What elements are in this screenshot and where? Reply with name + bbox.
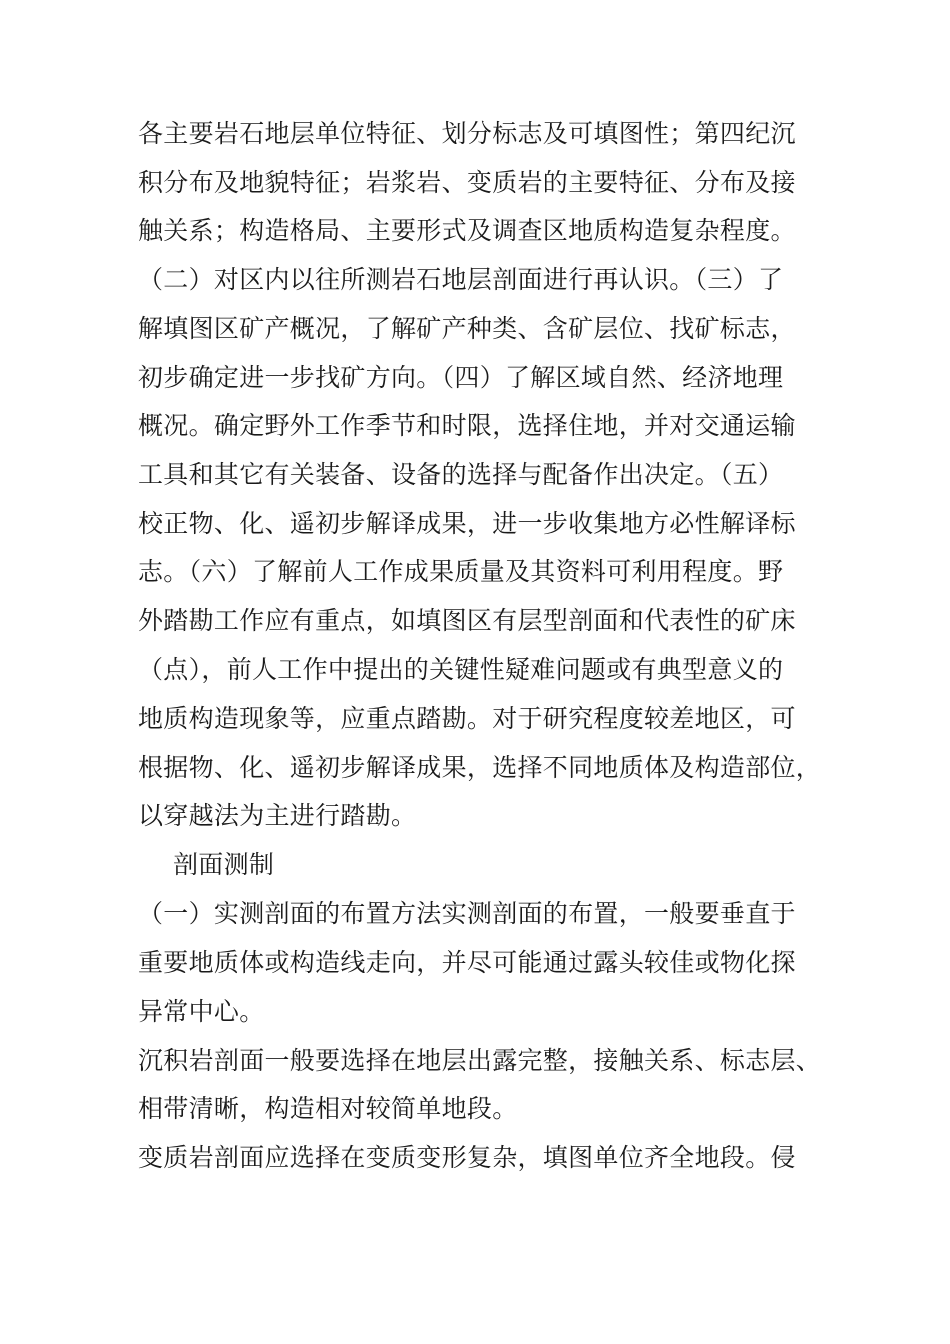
text-line: 重要地质体或构造线走向，并尽可能通过露头较佳或物化探	[138, 948, 796, 977]
text-line: 解填图区矿产概况，了解矿产种类、含矿层位、找矿标志，	[138, 314, 796, 343]
text-line: 以穿越法为主进行踏勘。	[138, 801, 417, 830]
text-line: 积分布及地貌特征；岩浆岩、变质岩的主要特征、分布及接	[138, 168, 796, 197]
text-line: 变质岩剖面应选择在变质变形复杂，填图单位齐全地段。侵	[138, 1143, 796, 1172]
text-line: （点），前人工作中提出的关键性疑难问题或有典型意义的	[138, 655, 784, 684]
text-line: 工具和其它有关装备、设备的选择与配备作出决定。（五）	[138, 460, 784, 489]
text-line: （一）实测剖面的布置方法实测剖面的布置，一般要垂直于	[138, 899, 796, 928]
section-heading: 剖面测制	[173, 850, 275, 879]
text-line: 异常中心。	[138, 997, 265, 1026]
text-line: 根据物、化、遥初步解译成果，选择不同地质体及构造部位，	[138, 753, 822, 782]
text-line: 各主要岩石地层单位特征、划分标志及可填图性；第四纪沉	[138, 119, 796, 148]
text-line: 外踏勘工作应有重点，如填图区有层型剖面和代表性的矿床	[138, 606, 796, 635]
text-line: 触关系；构造格局、主要形式及调查区地质构造复杂程度。	[138, 216, 796, 245]
text-line: 地质构造现象等，应重点踏勘。对于研究程度较差地区，可	[138, 704, 796, 733]
text-line: 志。（六）了解前人工作成果质量及其资料可利用程度。野	[138, 557, 784, 586]
text-line: 校正物、化、遥初步解译成果，进一步收集地方必性解译标	[138, 509, 796, 538]
text-line: （二）对区内以往所测岩石地层剖面进行再认识。（三）了	[138, 265, 784, 294]
text-line: 沉积岩剖面一般要选择在地层出露完整，接触关系、标志层、	[138, 1046, 822, 1075]
text-line: 概况。确定野外工作季节和时限，选择住地，并对交通运输	[138, 411, 796, 440]
text-line: 初步确定进一步找矿方向。（四）了解区域自然、经济地理	[138, 363, 784, 392]
text-line: 相带清晰，构造相对较简单地段。	[138, 1094, 518, 1123]
